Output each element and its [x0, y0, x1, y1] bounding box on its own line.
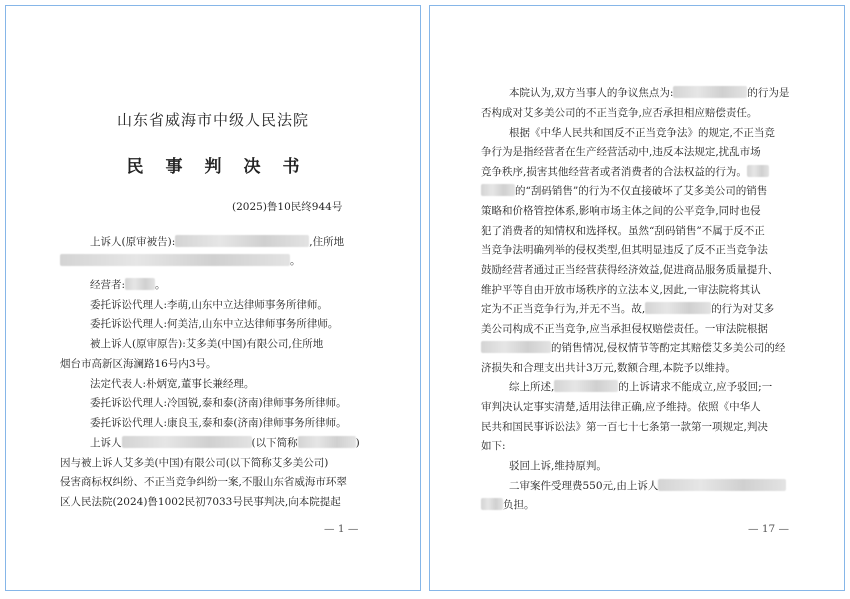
redacted-operator: [125, 278, 155, 290]
agent-line-4: 委托诉讼代理人:康良玉,泰和泰(济南)律师事务所律师。: [90, 417, 347, 429]
line-end: 。: [155, 279, 166, 291]
redacted-address: [60, 254, 290, 266]
operator-line: [90, 278, 166, 292]
redacted-name: [481, 184, 515, 196]
text: 综上所述,: [509, 381, 555, 393]
appellant-address-line: [60, 254, 301, 268]
reasoning-line-5: [481, 165, 769, 179]
document-page-17: [429, 5, 845, 591]
redacted-name: [645, 302, 711, 314]
reasoning-line-8: 犯了消费者的知情权和选择权。虽然“刮码销售”不属于反不正: [481, 225, 765, 237]
reasoning-line-2: 否构成对艾多美公司的不正当竞争,应否承担相应赔偿责任。: [481, 107, 758, 119]
reasoning-line-6: [481, 184, 767, 198]
page-number: — 17 —: [748, 523, 790, 535]
redacted-name: [481, 498, 503, 510]
agent-line-3: 委托诉讼代理人:冷国锐,泰和泰(济南)律师事务所律师。: [90, 397, 347, 409]
reasoning-line-14: [481, 341, 785, 355]
conclusion-line-3: 民共和国民事诉讼法》第一百七十七条第一款第一项规定,判决: [481, 421, 768, 433]
document-page-1: [5, 5, 421, 591]
operator-label: 经营者:: [90, 279, 126, 291]
legal-representative-line: 法定代表人:朴炳宽,董事长兼经理。: [90, 378, 255, 390]
appellee-address-line: 烟台市高新区海澜路16号内3号。: [60, 358, 217, 370]
reasoning-line-4: 争行为是指经营者在生产经营活动中,违反本法规定,扰乱市场: [481, 146, 761, 158]
reasoning-line-11: 维护平等自由开放市场秩序的立法本义,因此,一审法院将其认: [481, 284, 761, 296]
conclusion-line-1: [509, 380, 772, 394]
redacted-abbrev: [298, 436, 356, 448]
text: 本院认为,双方当事人的争议焦点为:: [509, 87, 674, 99]
text: 的行为是: [747, 87, 790, 99]
conclusion-line-2: 审判决认定事实清楚,适用法律正确,应予维持。依照《中华人: [481, 401, 761, 413]
reasoning-line-13: 美公司构成不正当竞争,应当承担侵权赔偿责任。一审法院根据: [481, 323, 768, 335]
fee-line-1: [509, 479, 786, 493]
case-intro-line-4: 区人民法院(2024)鲁1002民初7033号民事判决,向本院提起: [60, 496, 341, 508]
reasoning-line-7: 策略和价格管控体系,影响市场主体之间的公平竞争,同时也侵: [481, 205, 761, 217]
fee-line-2: [481, 498, 535, 512]
agent-line-2: 委托诉讼代理人:何美洁,山东中立达律师事务所律师。: [90, 318, 339, 330]
text: 负担。: [503, 499, 535, 511]
appellee-line: 被上诉人(原审原告):艾多美(中国)有限公司,住所地: [90, 338, 324, 350]
text: 的行为对艾多: [711, 303, 775, 315]
reasoning-line-1: [509, 86, 789, 100]
judgment-line: 驳回上诉,维持原判。: [509, 460, 607, 472]
redacted-name: [481, 341, 551, 353]
text: 的“刮码销售”的行为不仅直接破坏了艾多美公司的销售: [515, 185, 768, 197]
appellant-address-label: ,住所地: [309, 236, 345, 248]
redacted-name: [175, 235, 309, 247]
line-end: 。: [290, 255, 301, 267]
redacted-name: [554, 380, 618, 392]
reasoning-line-15: 济损失和合理支出共计3万元,数额合理,本院予以维持。: [481, 362, 736, 374]
reasoning-line-10: 鼓励经营者通过正当经营获得经济效益,促进商品服务质量提升、: [481, 264, 779, 276]
page-number: — 1 —: [324, 523, 359, 535]
conclusion-line-4: 如下:: [481, 440, 506, 452]
text: 的销售情况,侵权情节等酌定其赔偿艾多美公司的经: [551, 342, 786, 354]
text: 二审案件受理费550元,由上诉人: [509, 480, 659, 492]
redacted-name: [673, 86, 747, 98]
appellant-line: [90, 235, 344, 249]
line-end: ): [355, 437, 360, 449]
text: 的上诉请求不能成立,应予驳回;一: [618, 381, 773, 393]
redacted-name: [122, 436, 252, 448]
abbrev-label: (以下简称: [251, 437, 298, 449]
appellant-label: 上诉人(原审被告):: [90, 236, 176, 248]
court-name: 山东省威海市中级人民法院: [116, 111, 309, 129]
case-intro-line-1: [90, 436, 360, 450]
redacted-name: [747, 165, 769, 177]
agent-line-1: 委托诉讼代理人:李萌,山东中立达律师事务所律师。: [90, 299, 328, 311]
reasoning-line-3: 根据《中华人民共和国反不正当竞争法》的规定,不正当竞: [509, 127, 775, 139]
reasoning-line-12: [481, 302, 774, 316]
case-number: (2025)鲁10民终944号: [232, 201, 343, 213]
document-type-title: 民事判决书: [126, 157, 322, 177]
appellant-ref: 上诉人: [90, 437, 122, 449]
text: 定为不正当竞争行为,并无不当。故,: [481, 303, 646, 315]
case-intro-line-3: 侵害商标权纠纷、不正当竞争纠纷一案,不服山东省威海市环翠: [60, 476, 347, 488]
redacted-name: [658, 479, 786, 491]
reasoning-line-9: 当竞争法明确列举的侵权类型,但其明显违反了反不正当竞争法: [481, 244, 768, 256]
case-intro-line-2: 因与被上诉人艾多美(中国)有限公司(以下简称艾多美公司): [60, 457, 329, 469]
text: 竞争秩序,损害其他经营者或者消费者的合法权益的行为。: [481, 166, 747, 178]
